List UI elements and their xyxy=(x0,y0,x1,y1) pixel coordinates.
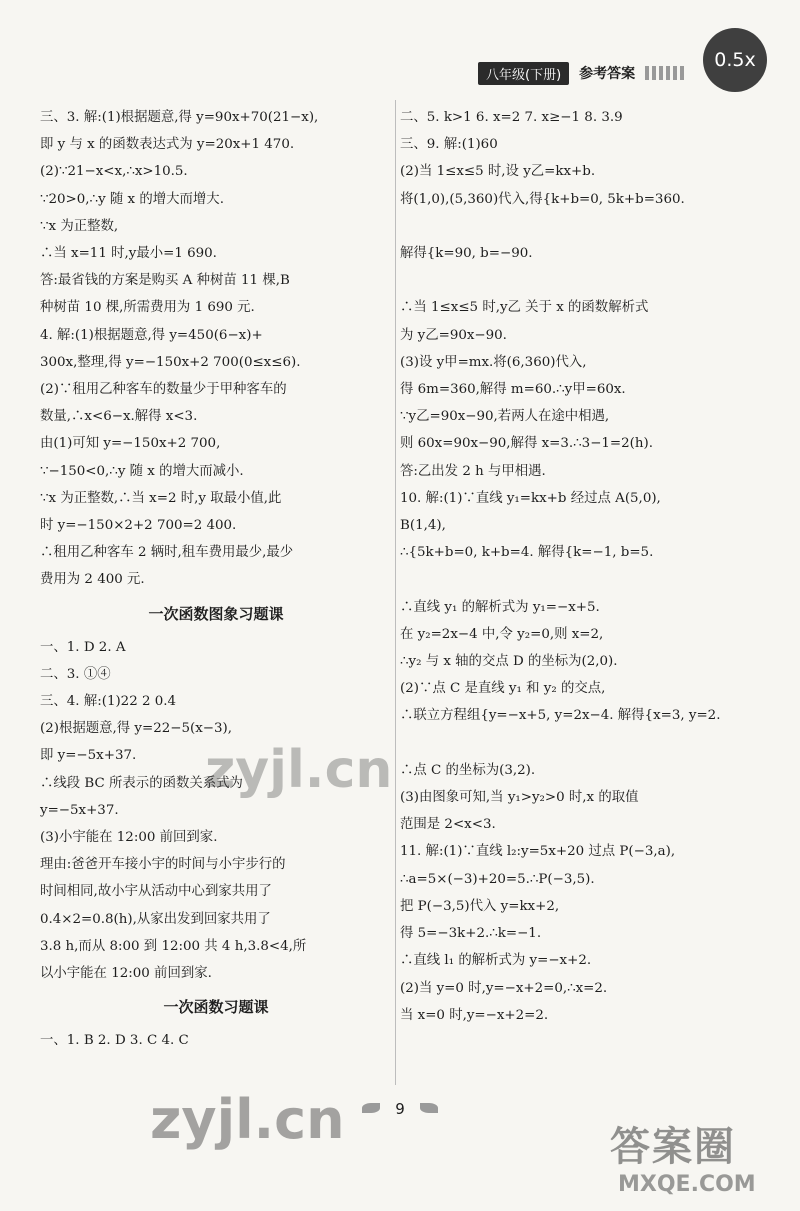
text-line: ∵x 为正整数, xyxy=(40,218,119,234)
text-line: 4. 解:(1)根据题意,得 y=450(6−x)+ xyxy=(40,327,263,343)
right-column xyxy=(400,104,760,1029)
text-line xyxy=(400,730,760,757)
text-line: 范围是 2<x<3. xyxy=(400,817,496,833)
text-line: 当 x=0 时,y=−x+2=2. xyxy=(400,1007,549,1023)
text-line: 即 y=−5x+37. xyxy=(40,748,137,764)
text-line xyxy=(400,213,760,240)
text-line: 把 P(−3,5)代入 y=kx+2, xyxy=(400,898,560,914)
text-line xyxy=(400,566,760,593)
text-line: 时间相同,故小宇从活动中心到家共用了 xyxy=(40,884,272,900)
text-line xyxy=(400,267,760,294)
text-line: 由(1)可知 y=−150x+2 700, xyxy=(40,436,221,452)
text-line: 11. 解:(1)∵直线 l₂:y=5x+20 过点 P(−3,a), xyxy=(400,844,676,860)
text-line: (2)∵点 C 是直线 y₁ 和 y₂ 的交点, xyxy=(400,681,606,697)
text-line: 10. 解:(1)∵直线 y₁=kx+b 经过点 A(5,0), xyxy=(400,490,661,506)
text-line: 三、3. 解:(1)根据题意,得 y=90x+70(21−x), xyxy=(40,110,319,125)
text-line: 一、1. B 2. D 3. C 4. C xyxy=(40,1033,189,1049)
text-line: 在 y₂=2x−4 中,令 y₂=0,则 x=2, xyxy=(400,626,604,642)
text-line: 时 y=−150×2+2 700=2 400. xyxy=(40,518,237,534)
text-line: 理由:爸爸开车接小宇的时间与小宇步行的 xyxy=(40,857,286,873)
text-line: 种树苗 10 棵,所需费用为 1 690 元. xyxy=(40,300,255,316)
text-line: ∴直线 y₁ 的解析式为 y₁=−x+5. xyxy=(400,599,600,615)
page-header xyxy=(478,62,704,84)
text-line: (3)小宇能在 12:00 前回到家. xyxy=(40,830,218,846)
text-line: 得 5=−3k+2.∴k=−1. xyxy=(400,926,542,942)
text-line: 则 60x=90x−90,解得 x=3.∴3−1=2(h). xyxy=(400,436,653,452)
text-line: (2)∵租用乙种客车的数量少于甲种客车的 xyxy=(40,382,287,398)
text-line: (2)当 1≤x≤5 时,设 y乙=kx+b. xyxy=(400,164,596,180)
zoom-level-badge[interactable]: 0.5x xyxy=(703,28,767,92)
text-line: ∴直线 l₁ 的解析式为 y=−x+2. xyxy=(400,953,592,969)
text-line: 答:乙出发 2 h 与甲相遇. xyxy=(400,463,546,479)
left-column xyxy=(40,104,392,1055)
page-number: 9 xyxy=(395,1100,405,1118)
text-line: 二、5. k>1 6. x=2 7. x≥−1 8. 3.9 xyxy=(400,110,623,125)
text-line: (3)设 y甲=mx.将(6,360)代入, xyxy=(400,354,587,370)
text-line: ∴y₂ 与 x 轴的交点 D 的坐标为(2,0). xyxy=(400,654,618,670)
text-line: 得 6m=360,解得 m=60.∴y甲=60x. xyxy=(400,382,626,398)
text-line: ∴{5k+b=0, k+b=4. 解得{k=−1, b=5. xyxy=(400,545,654,561)
watermark-site: MXQE.COM xyxy=(618,1172,756,1197)
text-line: ∴a=5×(−3)+20=5.∴P(−3,5). xyxy=(400,871,595,887)
text-line: 以小宇能在 12:00 前回到家. xyxy=(40,966,212,982)
text-line: (2)∵21−x<x,∴x>10.5. xyxy=(40,164,188,180)
text-line: 解得{k=90, b=−90. xyxy=(400,246,533,262)
text-line: ∵20>0,∴y 随 x 的增大而增大. xyxy=(40,191,224,207)
text-line: 数量,∴x<6−x.解得 x<3. xyxy=(40,409,198,425)
text-line: 一、1. D 2. A xyxy=(40,639,126,655)
text-line: ∴联立方程组{y=−x+5, y=2x−4. 解得{x=3, y=2. xyxy=(400,708,721,724)
text-line: 费用为 2 400 元. xyxy=(40,572,145,588)
text-line: 三、4. 解:(1)22 2 0.4 xyxy=(40,694,177,710)
text-line: 答:最省钱的方案是购买 A 种树苗 11 棵,B xyxy=(40,273,290,289)
leaf-right-icon xyxy=(420,1103,438,1113)
text-line: B(1,4), xyxy=(400,518,446,534)
text-line: 3.8 h,而从 8:00 到 12:00 共 4 h,3.8<4,所 xyxy=(40,938,307,954)
watermark-bottom: zyjl.cn xyxy=(150,1088,345,1151)
watermark-mid: zyjl.cn xyxy=(205,740,393,800)
grade-label: 八年级(下册) xyxy=(478,62,569,85)
text-line: 为 y乙=90x−90. xyxy=(400,327,507,343)
text-line: y=−5x+37. xyxy=(40,802,119,818)
text-line: 0.4×2=0.8(h),从家出发到回家共用了 xyxy=(40,911,271,927)
header-stripes-decoration xyxy=(645,66,687,80)
text-line: (2)当 y=0 时,y=−x+2=0,∴x=2. xyxy=(400,980,608,996)
text-line: (2)根据题意,得 y=22−5(x−3), xyxy=(40,721,232,737)
text-line: ∴点 C 的坐标为(3,2). xyxy=(400,762,536,778)
text-line: ∵−150<0,∴y 随 x 的增大而减小. xyxy=(40,463,244,479)
text-line: ∵y乙=90x−90,若两人在途中相遇, xyxy=(400,409,610,425)
text-line: 三、9. 解:(1)60 xyxy=(400,137,498,153)
column-divider xyxy=(395,100,396,1085)
leaf-left-icon xyxy=(362,1103,380,1113)
text-line: (3)由图象可知,当 y₁>y₂>0 时,x 的取值 xyxy=(400,790,639,806)
watermark-answer-logo: 答案圈 xyxy=(610,1124,736,1170)
text-line: 300x,整理,得 y=−150x+2 700(0≤x≤6). xyxy=(40,354,301,370)
section-title-graph-review: 一次函数图象习题课 xyxy=(148,604,284,623)
reference-answer-label: 参考答案 xyxy=(579,66,636,82)
text-line: ∵x 为正整数,∴当 x=2 时,y 取最小值,此 xyxy=(40,490,282,506)
text-line: 将(1,0),(5,360)代入,得{k+b=0, 5k+b=360. xyxy=(400,191,685,207)
section-title-function-review: 一次函数习题课 xyxy=(163,998,269,1017)
text-line: ∴线段 BC 所表示的函数关系式为 xyxy=(40,775,243,791)
text-line: 即 y 与 x 的函数表达式为 y=20x+1 470. xyxy=(40,137,295,153)
text-line: ∴当 1≤x≤5 时,y乙 关于 x 的函数解析式 xyxy=(400,300,649,316)
text-line: 二、3. ①④ xyxy=(40,666,111,682)
text-line: ∴当 x=11 时,y最小=1 690. xyxy=(40,246,217,262)
text-line: ∴租用乙种客车 2 辆时,租车费用最少,最少 xyxy=(40,545,294,561)
